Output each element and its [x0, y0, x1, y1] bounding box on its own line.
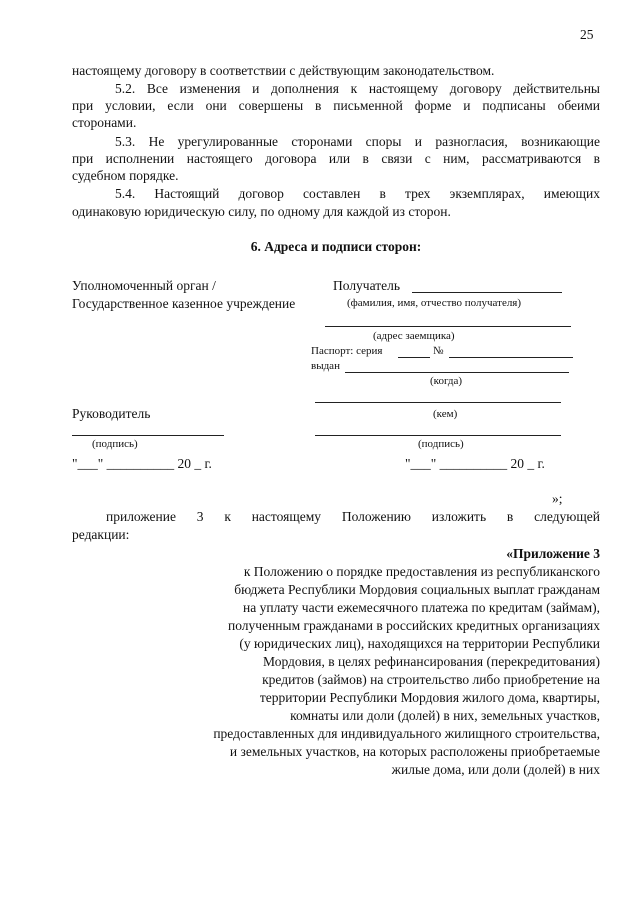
- recipient-line: [412, 292, 562, 293]
- appendix-line-10: предоставленных для индивидуального жилищного строительства,: [213, 726, 600, 741]
- recipient-label: Получатель: [333, 278, 401, 293]
- appendix-line-7: кредитов (займов) на строительство либо приобретение на: [262, 672, 600, 687]
- right-date: "___" __________ 20 _ г.: [405, 456, 545, 471]
- issued-label: выдан: [311, 360, 340, 372]
- issued-when-caption: (когда): [430, 375, 463, 387]
- section-6-title: 6. Адреса и подписи сторон:: [250, 239, 422, 254]
- address-line: [325, 326, 571, 327]
- recipient-caption: (фамилия, имя, отчество получателя): [347, 297, 522, 309]
- appendix-line-5: (у юридических лиц), находящихся на территории Республики: [239, 636, 600, 651]
- passport-number-line: [449, 357, 573, 358]
- page-number: 25: [580, 27, 594, 42]
- address-caption: (адрес заемщика): [373, 330, 455, 342]
- right-signature-line: [315, 435, 561, 436]
- appendix-line-2: бюджета Республики Мордовия социальных выплат гражданам: [234, 582, 600, 597]
- paragraph-5-2-line-2: при условии, если они совершены в письменной форме и подписаны обеими: [72, 98, 600, 113]
- appendix-line-6: Мордовия, в целях рефинансирования (перекредитования): [263, 654, 600, 669]
- right-signature-caption: (подпись): [418, 438, 464, 450]
- left-party-name-line-2: Государственное казенное учреждение: [72, 296, 296, 311]
- amendment-line-2: редакции:: [72, 527, 130, 542]
- paragraph-5-1-end: настоящему договору в соответствии с действующим законодательством.: [72, 63, 495, 78]
- paragraph-5-2-line-3: сторонами.: [72, 115, 137, 130]
- amendment-line-1: приложение 3 к настоящему Положению изложить в следующей: [106, 509, 600, 524]
- left-signature-line: [72, 435, 224, 436]
- appendix-line-8: территории Республики Мордовия жилого дома, квартиры,: [259, 690, 600, 705]
- paragraph-5-3-line-2: при исполнении настоящего договора или в связи с ним, рассматриваются в: [72, 151, 600, 166]
- left-date: "___" __________ 20 _ г.: [72, 456, 212, 471]
- paragraph-5-3-line-1: 5.3. Не урегулированные сторонами споры и разногласия, возникающие: [115, 134, 600, 149]
- appendix-line-12: жилые дома, или доли (долей) в них: [391, 762, 600, 777]
- passport-number-sign: №: [433, 345, 444, 357]
- left-party-head-label: Руководитель: [72, 406, 151, 421]
- paragraph-5-4-line-1: 5.4. Настоящий договор составлен в трех экземплярах, имеющих: [115, 186, 600, 201]
- left-signature-caption: (подпись): [92, 438, 138, 450]
- closing-quote: »;: [552, 491, 563, 506]
- issued-by-caption: (кем): [433, 408, 458, 420]
- paragraph-5-4-line-2: одинаковую юридическую силу, по одному для каждой из сторон.: [72, 204, 451, 219]
- left-party-name-line-1: Уполномоченный орган /: [72, 278, 216, 293]
- appendix-line-1: к Положению о порядке предоставления из республиканского: [243, 564, 600, 579]
- appendix-line-3: на уплату части ежемесячного платежа по кредитам (займам),: [243, 600, 600, 615]
- issued-line: [345, 372, 569, 373]
- paragraph-5-2-line-1: 5.2. Все изменения и дополнения к настоящему договору действительны: [115, 81, 600, 96]
- appendix-line-4: полученным гражданами в российских кредитных организациях: [228, 618, 600, 633]
- appendix-title: «Приложение 3: [506, 546, 600, 561]
- appendix-line-9: комнаты или доли (долей) в них, земельных участков,: [290, 708, 600, 723]
- issued-by-line: [315, 402, 561, 403]
- appendix-line-11: и земельных участков, на которых расположены приобретаемые: [229, 744, 600, 759]
- passport-series-label: Паспорт: серия: [311, 345, 383, 357]
- paragraph-5-3-line-3: судебном порядке.: [72, 168, 179, 183]
- passport-series-line: [398, 357, 430, 358]
